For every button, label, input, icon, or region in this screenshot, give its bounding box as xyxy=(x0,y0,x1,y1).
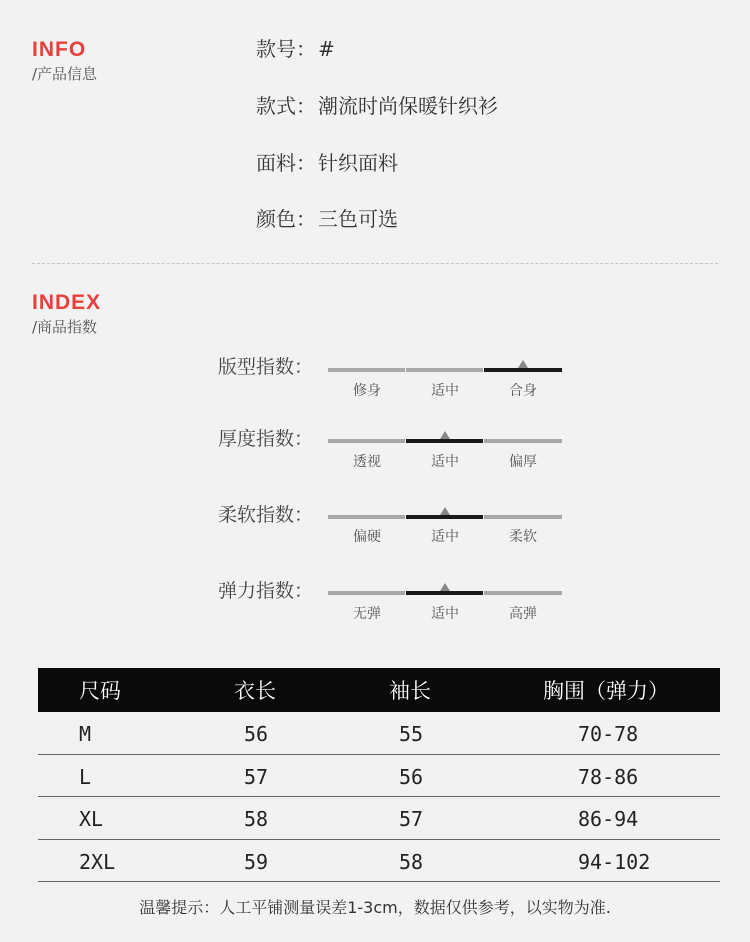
cell-size: M xyxy=(79,722,92,746)
cell-length: 58 xyxy=(244,807,269,831)
info-key: 款式： xyxy=(256,94,316,118)
table-row xyxy=(38,797,720,840)
index-bar-left xyxy=(328,439,405,443)
index-bar-right xyxy=(484,515,562,519)
index-label: 柔软指数： xyxy=(218,504,314,526)
table-row xyxy=(38,712,720,755)
size-table xyxy=(38,668,720,882)
cell-chest: 86-94 xyxy=(578,807,639,831)
info-key: 颜色： xyxy=(256,207,316,231)
cell-length: 56 xyxy=(244,722,269,746)
info-value: # xyxy=(318,37,335,61)
cell-size: XL xyxy=(79,807,104,831)
index-label: 弹力指数： xyxy=(218,580,314,602)
index-bar-left xyxy=(328,368,405,372)
index-option-label: 适中 xyxy=(431,454,459,470)
cell-sleeve: 56 xyxy=(399,764,424,789)
index-bar-middle xyxy=(406,515,483,519)
info-row-fabric xyxy=(256,149,398,177)
index-option-label: 无弹 xyxy=(353,606,381,622)
info-value: 针织面料 xyxy=(318,151,398,175)
table-row xyxy=(38,840,720,883)
index-option-label: 高弹 xyxy=(509,606,537,622)
info-row-color xyxy=(256,205,398,233)
header-size: 尺码 xyxy=(79,679,121,703)
header-sleeve: 袖长 xyxy=(389,679,431,703)
index-bar-left xyxy=(328,515,405,519)
index-marker-icon xyxy=(440,507,450,515)
info-subtitle: /产品信息 xyxy=(32,65,98,83)
index-option-label: 适中 xyxy=(431,606,459,622)
index-bar-right xyxy=(484,368,562,372)
index-option-label: 合身 xyxy=(509,383,537,399)
info-title: INFO xyxy=(32,38,87,61)
info-value: 潮流时尚保暖针织衫 xyxy=(318,94,498,118)
index-bar-middle xyxy=(406,368,483,372)
index-option-label: 偏厚 xyxy=(509,454,537,470)
index-option-label: 柔软 xyxy=(509,529,537,545)
cell-sleeve: 57 xyxy=(399,807,424,831)
index-marker-icon xyxy=(440,431,450,439)
cell-length: 59 xyxy=(244,849,269,874)
index-bar-left xyxy=(328,591,405,595)
index-bar-middle xyxy=(406,591,483,595)
cell-length: 57 xyxy=(244,764,269,789)
index-option-label: 偏硬 xyxy=(353,529,381,545)
header-chest: 胸围（弹力） xyxy=(543,679,669,703)
index-label: 版型指数： xyxy=(218,356,314,378)
cell-chest: 78-86 xyxy=(578,764,639,789)
index-option-label: 适中 xyxy=(431,529,459,545)
cell-sleeve: 58 xyxy=(399,849,424,874)
cell-chest: 70-78 xyxy=(578,722,639,746)
index-bar-right xyxy=(484,591,562,595)
cell-chest: 94-102 xyxy=(578,849,651,874)
cell-size: L xyxy=(79,764,92,789)
cell-sleeve: 55 xyxy=(399,722,424,746)
cell-size: 2XL xyxy=(79,849,116,874)
section-divider xyxy=(32,263,718,264)
table-row xyxy=(38,755,720,798)
index-subtitle: /商品指数 xyxy=(32,318,98,336)
header-length: 衣长 xyxy=(234,679,276,703)
index-label: 厚度指数： xyxy=(218,428,314,450)
info-row-style xyxy=(256,92,498,120)
index-option-label: 透视 xyxy=(353,454,381,470)
info-key: 款号： xyxy=(256,37,316,61)
index-bar-middle xyxy=(406,439,483,443)
info-section-header xyxy=(32,38,97,84)
index-bar-right xyxy=(484,439,562,443)
info-value: 三色可选 xyxy=(318,207,398,231)
info-key: 面料： xyxy=(256,151,316,175)
index-section-header xyxy=(32,291,101,337)
index-option-label: 修身 xyxy=(353,383,381,399)
size-table-header xyxy=(38,668,720,712)
index-title: INDEX xyxy=(32,291,102,314)
measurement-note: 温馨提示：人工平铺测量误差1-3cm，数据仅供参考，以实物为准. xyxy=(139,898,611,917)
info-row-style-number xyxy=(256,35,335,63)
index-marker-icon xyxy=(518,360,528,368)
index-marker-icon xyxy=(440,583,450,591)
index-option-label: 适中 xyxy=(431,383,459,399)
